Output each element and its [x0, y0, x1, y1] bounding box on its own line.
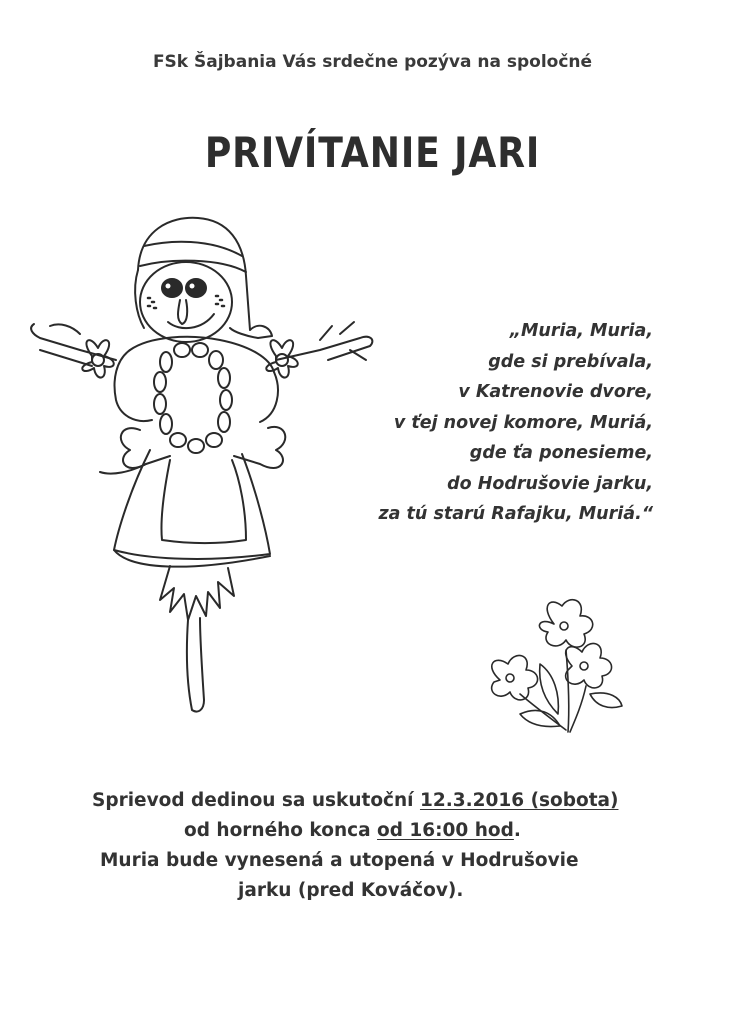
verse-line: v Katrenovie dvore,: [458, 382, 653, 402]
invitation-intro: FSk Šajbania Vás srdečne pozýva na spoločné: [152, 52, 593, 72]
procession-text: Sprievod dedinou sa uskutoční: [92, 790, 420, 811]
verse-line: v ťej novej komore, Muriá,: [393, 412, 653, 433]
violet-flowers-illustration: [480, 594, 630, 734]
start-text: od horného konca: [184, 820, 378, 841]
verse-line: gde si prebívala,: [488, 351, 653, 372]
event-date: 12.3.2016 (sobota): [419, 790, 619, 811]
start-period: .: [513, 820, 521, 841]
folk-song-verse: [293, 316, 653, 530]
start-line: [184, 816, 521, 846]
verse-line: za tú starú Rafajku, Muriá.“: [378, 504, 653, 524]
event-title: PRIVÍTANIE JARI: [204, 128, 541, 177]
verse-line: „Muria, Muria,: [509, 321, 653, 341]
procession-line: [92, 786, 618, 816]
event-time: od 16:00 hod: [377, 820, 514, 841]
verse-line: do Hodrušovie jarku,: [447, 473, 653, 494]
verse-line: gde ťa ponesieme,: [469, 443, 653, 463]
ritual-line: Muria bude vynesená a utopená v Hodrušovie: [100, 850, 579, 871]
location-line: jarku (pred Kováčov).: [238, 880, 464, 901]
